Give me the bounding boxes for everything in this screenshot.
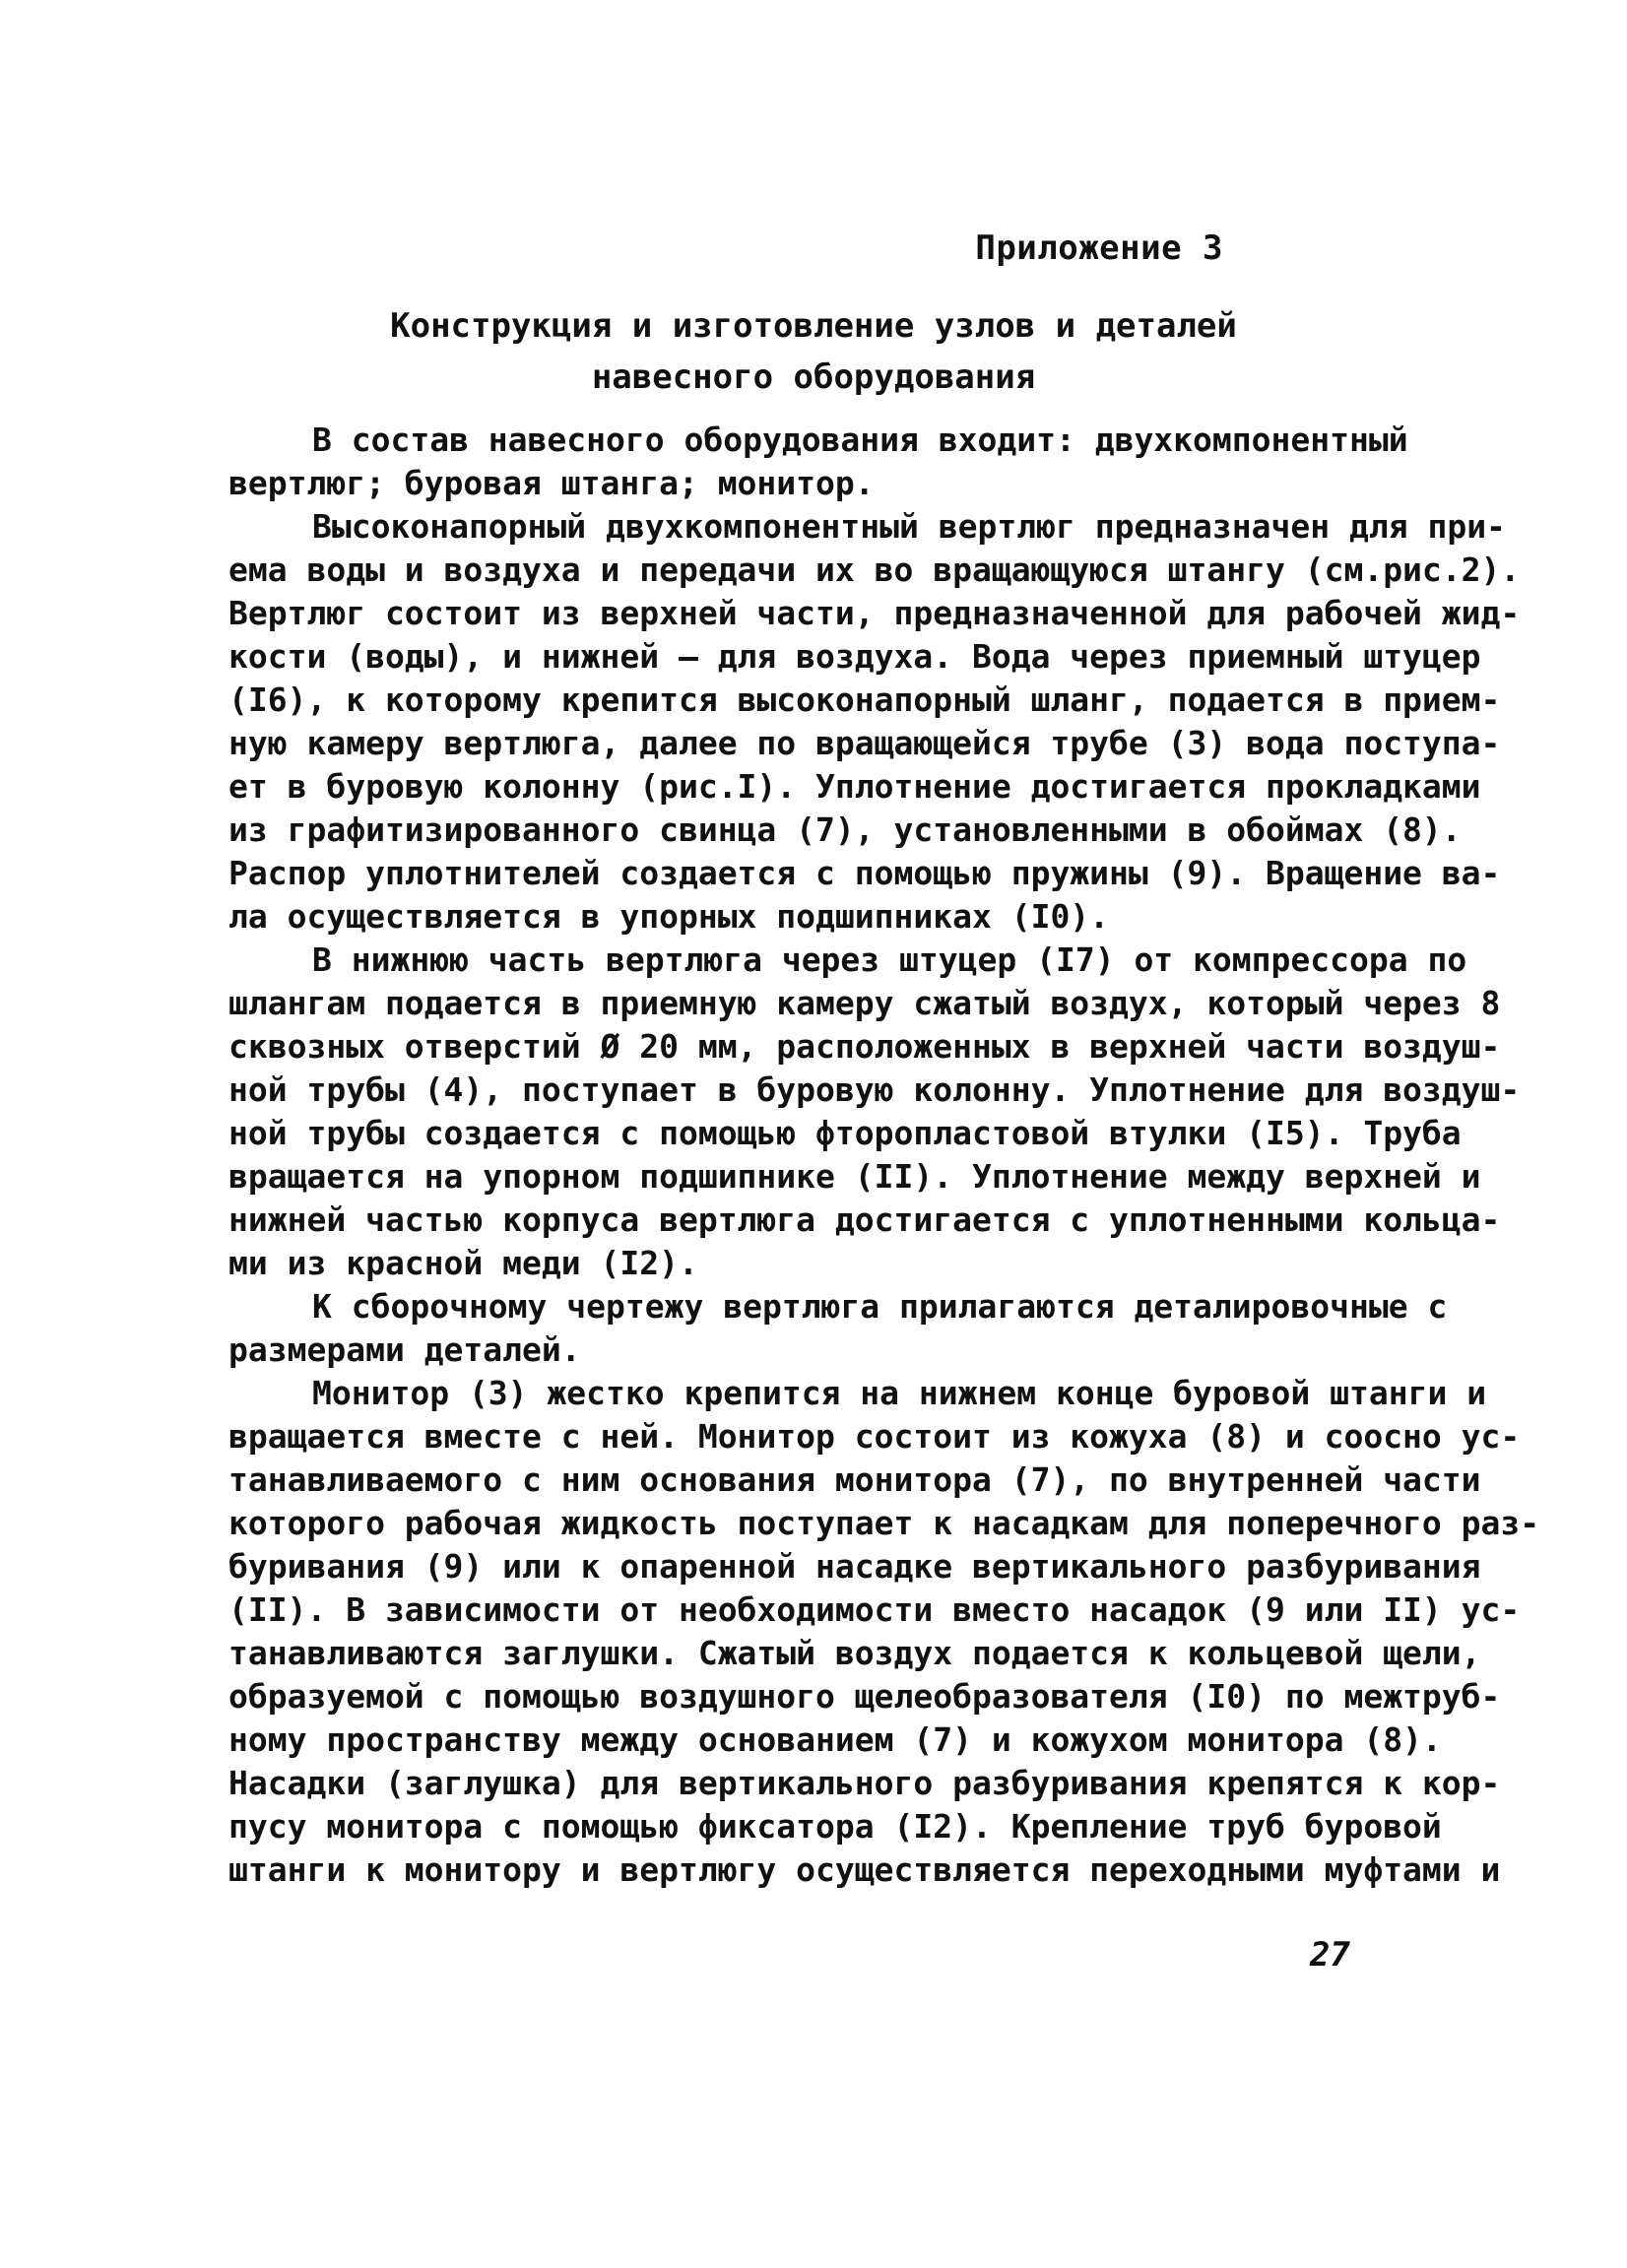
text-line: которого рабочая жидкость поступает к насадкам для поперечного раз- [228,1504,1540,1542]
text-line: пусу монитора с помощью фиксатора (I2). Крепление труб буровой [228,1807,1442,1846]
text-line: из графитизированного свинца (7), установленными в обоймах (8). [228,810,1462,849]
paragraph [228,1285,1448,1372]
text-line: образуемой с помощью воздушного щелеобразователя (I0) по межтруб- [228,1677,1501,1716]
text-line: ной трубы (4), поступает в буровую колонну. Уплотнение для воздуш- [228,1070,1521,1109]
text-line: ному пространству между основанием (7) и кожухом монитора (8). [228,1720,1442,1759]
text-line: ема воды и воздуха и передачи их во вращающуюся штангу (см.рис.2). [228,551,1521,589]
text-line: танавливаемого с ним основания монитора (7), по внутренней части [228,1460,1481,1499]
text-line: ную камеру вертлюга, далее по вращающейся трубе (3) вода поступа- [228,724,1501,762]
text-line: (II). В зависимости от необходимости вместо насадок (9 или II) ус- [228,1590,1521,1629]
text-line: кости (воды), и нижней – для воздуха. Вода через приемный штуцер [228,637,1481,676]
paragraph [228,505,1521,939]
appendix-label: Приложение 3 [975,228,1223,268]
text-line: вертлюг; буровая штанга; монитор. [228,464,875,502]
text-line: В состав навесного оборудования входит: двухкомпонентный [312,421,1408,459]
text-line: (I6), к которому крепится высоконапорный шланг, подается в прием- [228,680,1501,719]
text-line: ла осуществляется в упорных подшипниках (I0). [228,897,1110,936]
text-line: ми из красной меди (I2). [228,1244,698,1282]
text-line: ной трубы создается с помощью фторопластовой втулки (I5). Труба [228,1114,1462,1152]
title-line-2: навесного оборудования [591,357,1036,397]
text-line: Насадки (заглушка) для вертикального разбуривания крепятся к кор- [228,1764,1501,1802]
text-line: Вертлюг состоит из верхней части, предназначенной для рабочей жид- [228,594,1521,632]
paragraph [228,939,1521,1285]
text-line: вращается вместе с ней. Монитор состоит из кожуха (8) и соосно ус- [228,1417,1521,1456]
paragraph [228,419,1408,505]
text-line: нижней частью корпуса вертлюга достигается с уплотненными кольца- [228,1200,1501,1239]
text-line: шлангам подается в приемную камеру сжатый воздух, который через 8 [228,984,1501,1022]
text-line: Высоконапорный двухкомпонентный вертлюг предназначен для при- [312,507,1506,546]
text-line: вращается на упорном подшипнике (II). Уплотнение между верхней и [228,1157,1481,1196]
title-line-1: Конструкция и изготовление узлов и деталей [390,306,1237,346]
text-line: К сборочному чертежу вертлюга прилагаются деталировочные с [312,1287,1448,1326]
paragraph [228,1372,1540,1892]
section-title [0,300,1627,403]
text-line: штанги к монитору и вертлюгу осуществляется переходными муфтами и [228,1850,1501,1889]
page-number: 27 [1310,1935,1350,1975]
text-line: ет в буровую колонну (рис.I). Уплотнение достигается прокладками [228,767,1481,806]
text-line: сквозных отверстий Ø 20 мм, расположенных в верхней части воздуш- [228,1027,1501,1066]
text-line: буривания (9) или к опаренной насадке вертикального разбуривания [228,1547,1481,1586]
text-line: танавливаются заглушки. Сжатый воздух подается к кольцевой щели, [228,1634,1481,1672]
text-line: размерами деталей. [228,1330,581,1369]
text-line: Монитор (3) жестко крепится на нижнем конце буровой штанги и [312,1374,1487,1412]
text-line: В нижнюю часть вертлюга через штуцер (I7) от компрессора по [312,940,1467,979]
text-line: Распор уплотнителей создается с помощью пружины (9). Вращение ва- [228,854,1501,892]
body-text [228,419,1540,1892]
